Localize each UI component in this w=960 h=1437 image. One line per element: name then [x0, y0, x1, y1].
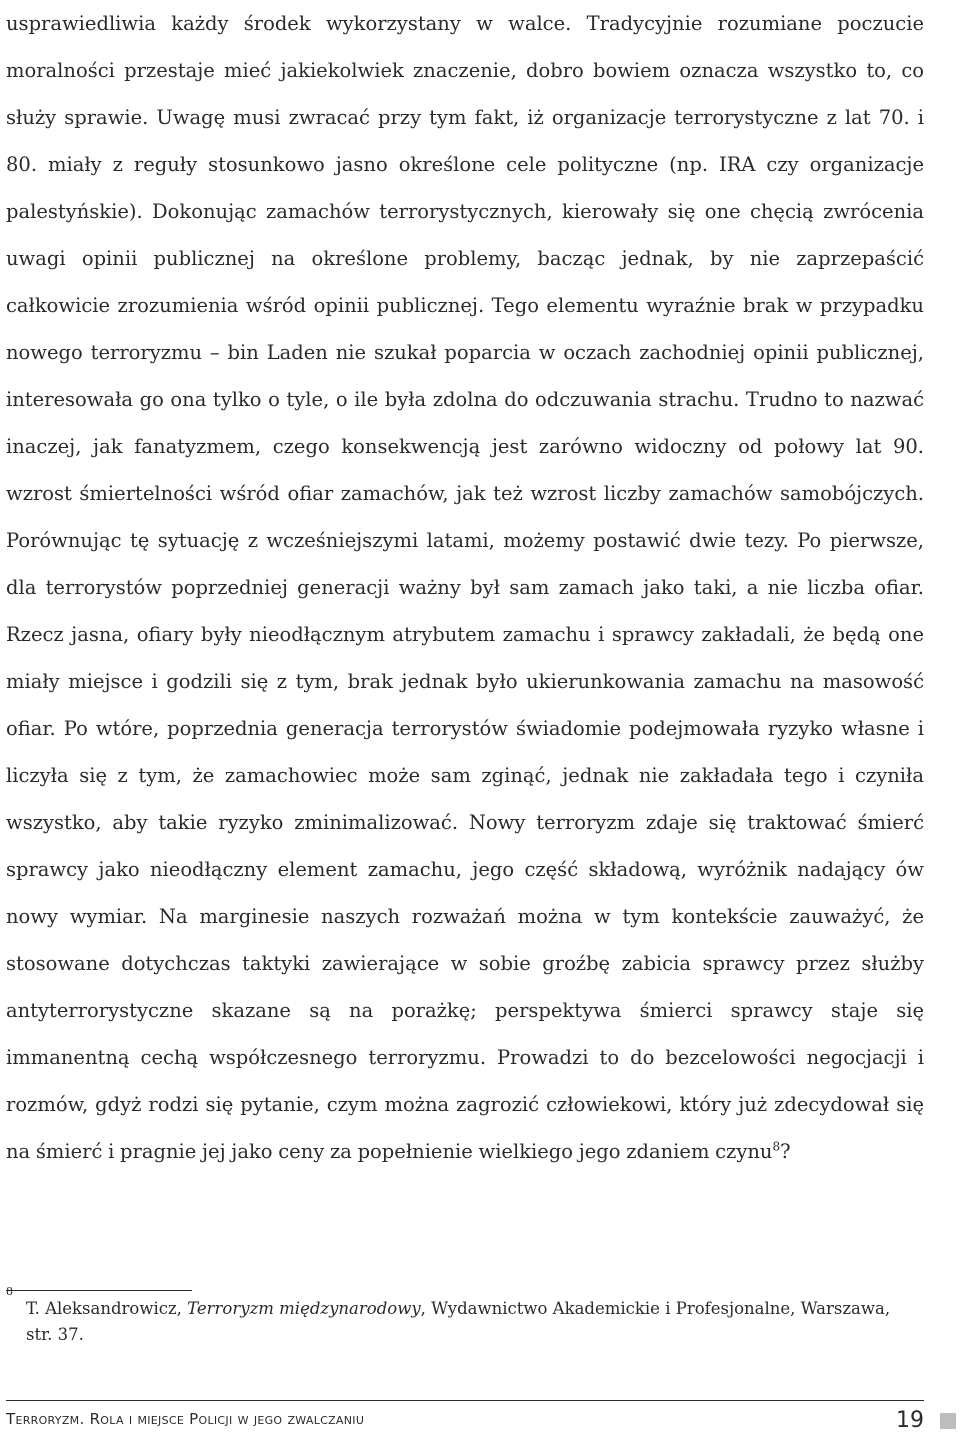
footnote-separator [6, 1290, 192, 1291]
footnote-title: Terroryzm międzynarodowy [187, 1299, 421, 1318]
running-title: Terroryzm. Rola i miejsce Policji w jego zwalczaniu [6, 1410, 365, 1428]
footnote-rest: , Wydawnictwo Akademickie i Profesjonalne, Warszawa, str. 37. [26, 1299, 891, 1344]
footnote-text [6, 1296, 906, 1348]
corner-square-marker [940, 1413, 956, 1429]
body-text-end: ? [780, 1140, 791, 1163]
body-text-main: usprawiedliwia każdy środek wykorzystany w walce. Tradycyjnie rozumiane poczucie moralności przestaje mieć jakiekolwiek znaczenie, dobro bowiem oznacza wszystko to, co służy sprawie. Uwagę musi zwracać przy tym fakt, iż organizacje terrorystyczne z lat 70. i 80. miały z reguły stosunkowo jasno określone cele polityczne (np. IRA czy organizacje palestyńskie). Dokonując zamachów terrorystycznych, kierowały się one chęcią zwrócenia uwagi opinii publicznej na określone problemy, bacząc jednak, by nie zaprzepaścić całkowicie zrozumienia wśród opinii publicznej. Tego elementu wyraźnie brak w przypadku nowego terroryzmu – bin Laden nie szukał poparcia w oczach zachodniej opinii publicznej, interesowała go ona tylko o tyle, o ile była zdolna do odczuwania strachu. Trudno to nazwać inaczej, jak fanatyzmem, czego konsekwencją jest zarówno widoczny od połowy lat 90. wzrost śmiertelności wśród ofiar zamachów, jak też wzrost liczby zamachów samobójczych. Porównując tę sytuację z wcześniejszymi latami, możemy postawić dwie tezy. Po pierwsze, dla terrorystów poprzedniej generacji ważny był sam zamach jako taki, a nie liczba ofiar. Rzecz jasna, ofiary były nieodłącznym atrybutem zamachu i sprawcy zakładali, że będą one miały miejsce i godzili się z tym, brak jednak było ukierunkowania zamachu na masowość ofiar. Po wtóre, poprzednia generacja terrorystów świadomie podejmowała ryzyko własne i liczyła się z tym, że zamachowiec może sam zginąć, jednak nie zakładała tego i czyniła wszystko, aby takie ryzyko zminimalizować. Nowy terroryzm zdaje się traktować śmierć sprawcy jako nieodłączny element zamachu, jego część składową, wyróżnik nadający ów nowy wymiar. Na marginesie naszych rozważań można w tym kontekście zauważyć, że stosowane dotychczas taktyki zawierające w sobie groźbę zabicia sprawcy przez służby antyterrorystyczne skazane są na porażkę; perspektywa śmierci sprawcy staje się immanentną cechą współczesnego terroryzmu. Prowadzi to do bezcelowości negocjacji i rozmów, gdyż rodzi się pytanie, czym można zagrozić człowiekowi, który już zdecydował się na śmierć i pragnie jej jako ceny za popełnienie wielkiego jego zdaniem czynu [6, 12, 924, 1163]
page-number: 19 [896, 1408, 924, 1433]
footnote-author: T. Aleksandrowicz, [26, 1299, 188, 1318]
footnote-reference[interactable]: 8 [772, 1139, 781, 1154]
body-paragraph [6, 0, 924, 1175]
footnote: 8 T. Aleksandrowicz, Terroryzm międzynarodowy, Wydawnictwo Akademickie i Profesjonalne, Warszawa, str. 37. [6, 1296, 906, 1348]
footer-separator [6, 1400, 924, 1401]
